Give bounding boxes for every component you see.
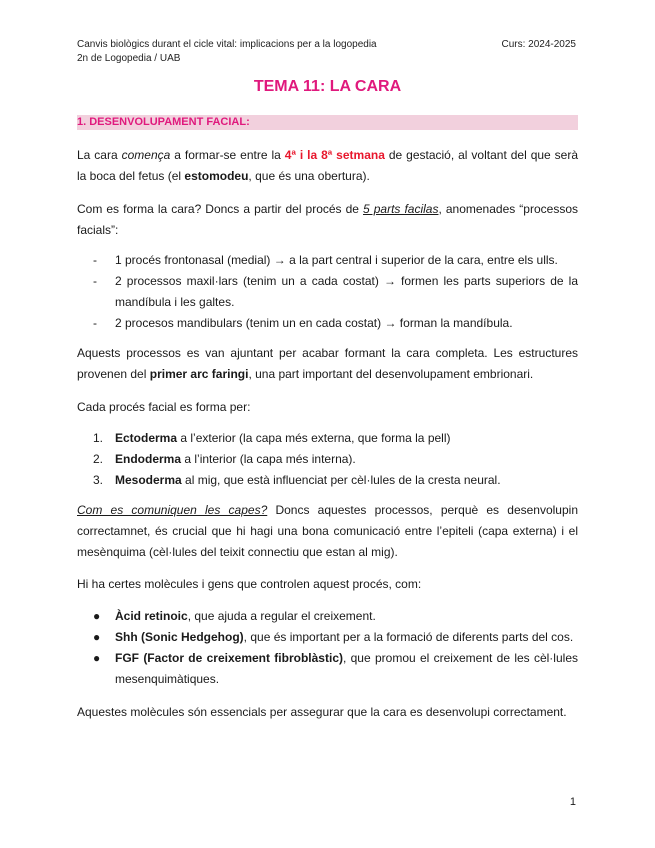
p1-text-1: La cara — [77, 148, 122, 162]
dash-marker: - — [93, 316, 97, 330]
list-term: Mesoderma — [115, 473, 182, 487]
paragraph-2 — [77, 199, 578, 241]
section-heading: 1. DESENVOLUPAMENT FACIAL: — [77, 115, 578, 130]
list-number: 2. — [93, 452, 104, 466]
list-item-text: al mig, que està influenciat per cèl·lules de la cresta neural. — [181, 473, 501, 487]
list-item-text: a l’exterior (la capa més externa, que forma la pell) — [177, 431, 451, 445]
p1-italic-word: comença — [121, 148, 171, 162]
p3-text-1: Aquests processos es van ajuntant per acabar formant la cara completa. Les estructures provenen del — [77, 346, 578, 381]
list-number: 1. — [93, 431, 104, 445]
list-item — [77, 627, 578, 648]
p2-underlined-term: 5 parts facilas — [363, 202, 439, 216]
program-name: 2n de Logopedia / UAB — [77, 53, 181, 64]
p1-bold-term: estomodeu — [184, 169, 249, 183]
course-title: Canvis biològics durant el cicle vital: implicacions per a la logopedia — [77, 39, 377, 50]
list-item — [77, 313, 578, 334]
paragraph-4 — [77, 397, 578, 418]
list-item — [77, 606, 578, 627]
bullet-icon: ● — [93, 630, 101, 644]
list-term: Ectoderma — [115, 431, 178, 445]
facial-processes-list — [77, 250, 578, 334]
p5-text: Doncs aquestes processos, perquè es desenvolupin correctamnet, és crucial que hi hagi una bona comunicació entre l’epiteli (capa externa) i el mesènquima (cèl·lules del teixit connectiu que estan al mig). — [77, 503, 578, 559]
dash-marker: - — [93, 274, 97, 288]
paragraph-1 — [77, 145, 578, 187]
p5-underlined-question: Com es comuniquen les capes? — [77, 503, 268, 517]
bullet-icon: ● — [93, 651, 101, 665]
list-item — [77, 271, 578, 313]
p1-text-2: a formar-se entre la — [170, 148, 285, 162]
bullet-icon: ● — [93, 609, 101, 623]
list-item-text: 1 procés frontonasal (medial) → a la part central i superior de la cara, entre els ulls. — [115, 253, 558, 267]
dash-marker: - — [93, 253, 97, 267]
molecules-list — [77, 606, 578, 690]
list-term: FGF (Factor de creixement fibroblàstic) — [115, 651, 343, 665]
list-item-text: , que és important per a la formació de diferents parts del cos. — [243, 630, 574, 644]
list-term: Àcid retinoic — [115, 609, 188, 623]
academic-year: Curs: 2024-2025 — [501, 39, 576, 50]
p4-text: Cada procés facial es forma per: — [77, 400, 251, 414]
page-title: TEMA 11: LA CARA — [253, 78, 402, 95]
p2-text-1: Com es forma la cara? Doncs a partir del procés de — [77, 202, 364, 216]
paragraph-5 — [77, 500, 578, 563]
p6-text: Hi ha certes molècules i gens que controlen aquest procés, com: — [77, 577, 422, 591]
list-term: Shh (Sonic Hedgehog) — [115, 630, 244, 644]
list-item-text: , que promou el creixement de les cèl·lules mesenquimàtiques. — [115, 651, 578, 686]
p1-highlight-weeks: 4ª i la 8ª setmana — [284, 148, 385, 162]
list-number: 3. — [93, 473, 104, 487]
paragraph-3 — [77, 343, 578, 385]
p2-text-2: , anomenades “processos facials”: — [77, 202, 578, 237]
page-number: 1 — [569, 796, 576, 808]
list-item-text: 2 procesos mandibulars (tenim un en cada costat) → forman la mandíbula. — [115, 316, 513, 330]
p7-text: Aquestes molècules són essencials per assegurar que la cara es desenvolupi correctament. — [77, 705, 567, 719]
header-left — [77, 38, 377, 66]
list-item — [77, 470, 578, 491]
list-item-text: a l’interior (la capa més interna). — [181, 452, 356, 466]
paragraph-6 — [77, 574, 578, 595]
p1-text-3: de gestació, al voltant del que serà la boca del fetus (el — [77, 148, 579, 183]
layers-list — [77, 428, 578, 491]
list-item — [77, 449, 578, 470]
paragraph-7 — [77, 702, 578, 723]
p3-text-2: , una part important del desenvolupament embrionari. — [248, 367, 534, 381]
p1-text-4: , que és una obertura). — [248, 169, 370, 183]
list-item-text: , que ajuda a regular el creixement. — [187, 609, 376, 623]
list-item-text: 2 processos maxil·lars (tenim un a cada costat) → formen les parts superiors de la mandíbula i les galtes. — [115, 274, 578, 309]
list-item — [77, 428, 578, 449]
list-item — [77, 648, 578, 690]
p3-bold-term: primer arc faringi — [149, 367, 249, 381]
list-item — [77, 250, 578, 271]
list-term: Endoderma — [115, 452, 182, 466]
